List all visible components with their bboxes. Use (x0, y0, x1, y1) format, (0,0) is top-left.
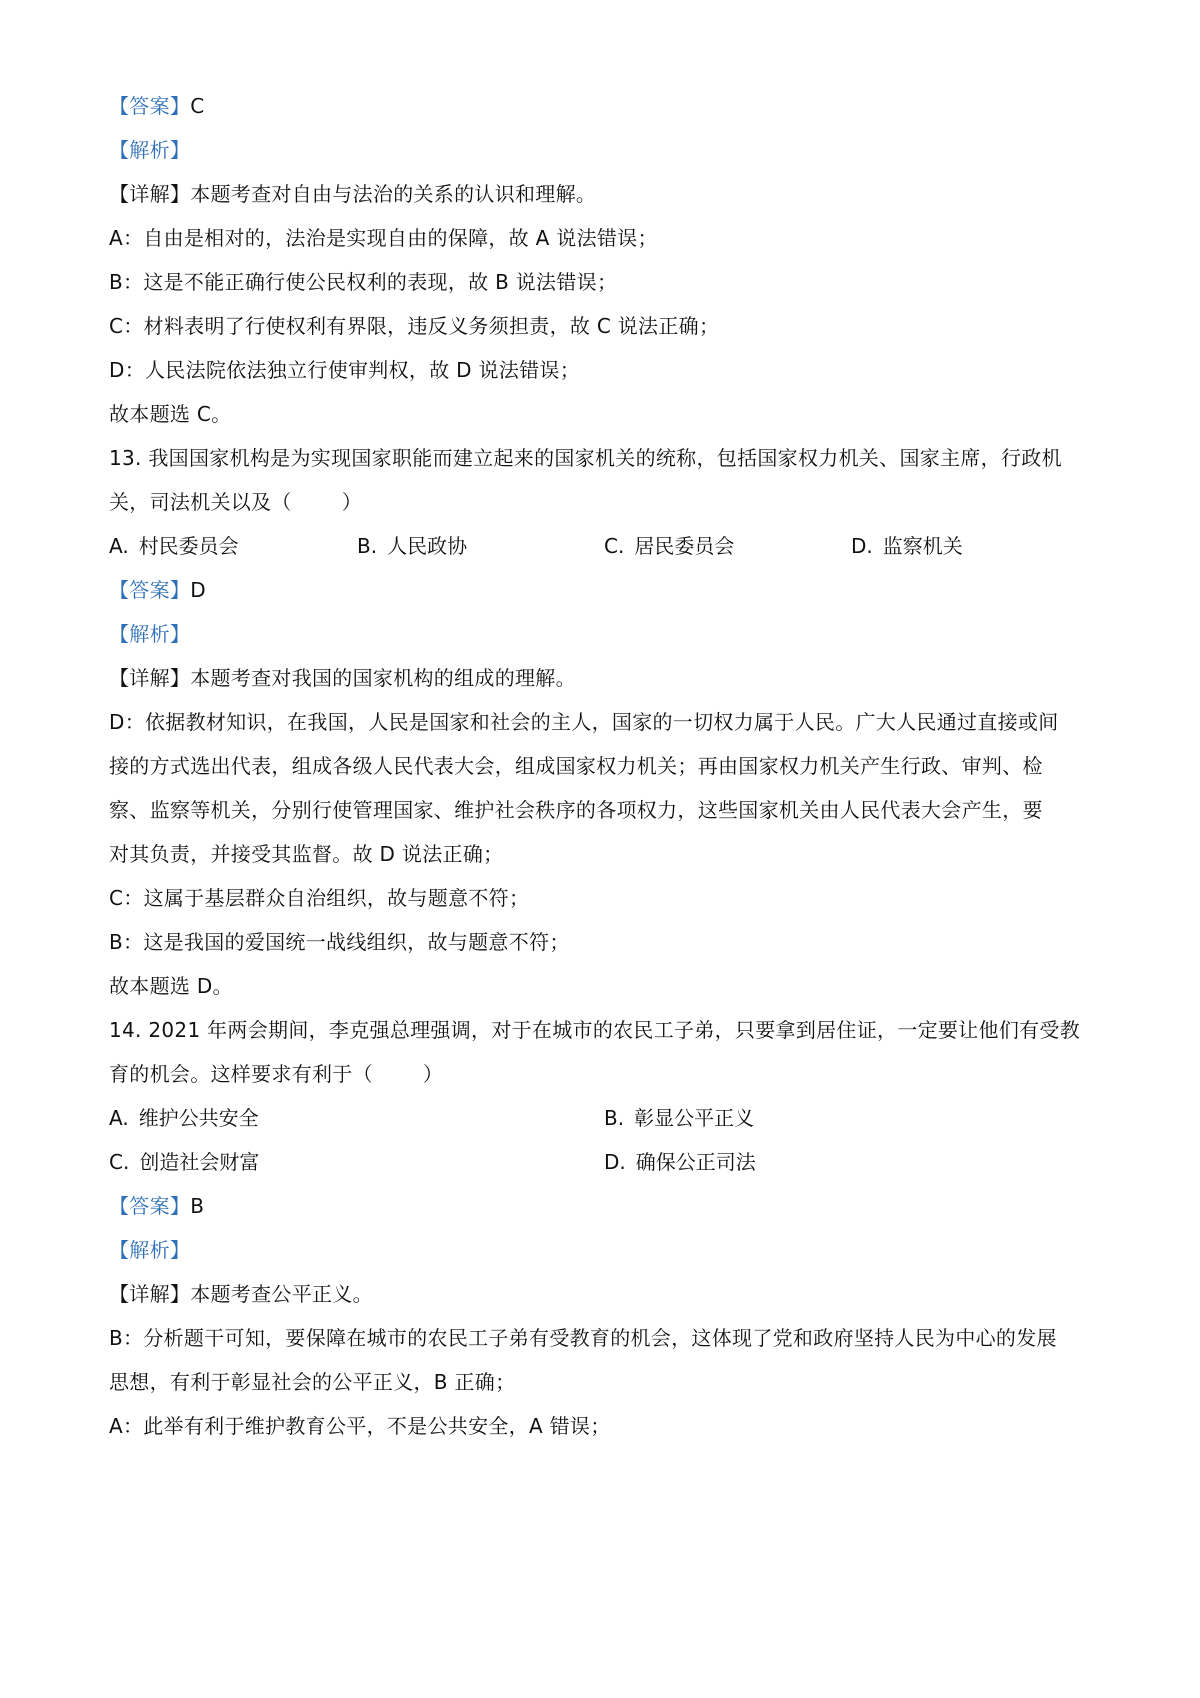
q12-answer-line (109, 92, 1094, 120)
detail-tag: 【详解】 (109, 666, 191, 690)
q13-line-1: D：依据教材知识，在我国，人民是国家和社会的主人，国家的一切权力属于人民。广大人民通过直接或间 (109, 710, 1059, 734)
q14-detail: 本题考查公平正义。 (190, 1282, 373, 1306)
q12-detail-line (109, 180, 1094, 208)
detail-tag: 【详解】 (109, 182, 191, 206)
q14-option-c: C. 创造社会财富 (109, 1150, 260, 1174)
q13-analysis-tag: 【解析】 (109, 622, 191, 646)
q13-answer-line (109, 576, 1094, 604)
q13-option-d: D. 监察机关 (851, 534, 963, 558)
q12-line-2: B：这是不能正确行使公民权利的表现，故 B 说法错误； (109, 270, 618, 294)
q13-option-c: C. 居民委员会 (604, 534, 735, 558)
q13-option-b: B. 人民政协 (357, 534, 468, 558)
q14-stem-text: 育的机会。这样要求有利于（ (109, 1062, 373, 1086)
q14-stem-paren-close: ） (422, 1062, 444, 1086)
q13-stem-line-1: 13. 我国国家机构是为实现国家职能而建立起来的国家机关的统称，包括国家权力机关、国家主席，行政机 (109, 446, 1062, 470)
q13-line-2: 接的方式选出代表，组成各级人民代表大会，组成国家权力机关；再由国家权力机关产生行政、审判、检 (109, 754, 1043, 778)
q12-answer: C (190, 94, 205, 118)
q14-line-3: A：此举有利于维护教育公平，不是公共安全，A 错误； (109, 1414, 611, 1438)
q12-analysis-tag: 【解析】 (109, 138, 191, 162)
detail-tag: 【详解】 (109, 1282, 191, 1306)
q13-line-5: C：这属于基层群众自治组织，故与题意不符； (109, 886, 530, 910)
q14-answer: B (190, 1194, 205, 1218)
q14-option-b: B. 彰显公平正义 (604, 1106, 755, 1130)
q14-option-a: A. 维护公共安全 (109, 1106, 259, 1130)
q12-line-3: C：材料表明了行使权利有界限，违反义务须担责，故 C 说法正确； (109, 314, 720, 338)
q14-stem-line-1: 14. 2021 年两会期间，李克强总理强调，对于在城市的农民工子弟，只要拿到居住证，一定要让他们有受教 (109, 1018, 1081, 1042)
q12-conclusion: 故本题选 C。 (109, 402, 232, 426)
q13-conclusion: 故本题选 D。 (109, 974, 233, 998)
q12-line-4: D：人民法院依法独立行使审判权，故 D 说法错误； (109, 358, 581, 382)
q13-option-a: A. 村民委员会 (109, 534, 239, 558)
q14-answer-line (109, 1192, 1094, 1220)
q13-stem-text: 关，司法机关以及（ (109, 490, 292, 514)
q14-analysis-tag: 【解析】 (109, 1238, 191, 1262)
q13-stem-paren-close: ） (341, 490, 363, 514)
q13-line-6: B：这是我国的爱国统一战线组织，故与题意不符； (109, 930, 570, 954)
q14-line-1: B：分析题干可知，要保障在城市的农民工子弟有受教育的机会，这体现了党和政府坚持人民为中心的发展 (109, 1326, 1057, 1350)
q13-detail-line (109, 664, 1094, 692)
q13-detail: 本题考查对我国的国家机构的组成的理解。 (190, 666, 576, 690)
q12-line-1: A：自由是相对的，法治是实现自由的保障，故 A 说法错误； (109, 226, 658, 250)
answer-tag: 【答案】 (109, 94, 191, 118)
q14-line-2: 思想，有利于彰显社会的公平正义，B 正确； (109, 1370, 516, 1394)
q13-line-4: 对其负责，并接受其监督。故 D 说法正确； (109, 842, 504, 866)
answer-tag: 【答案】 (109, 578, 191, 602)
q14-detail-line (109, 1280, 1094, 1308)
q14-stem-line-2 (109, 1060, 1094, 1088)
q13-line-3: 察、监察等机关，分别行使管理国家、维护社会秩序的各项权力，这些国家机关由人民代表大会产生，要 (109, 798, 1043, 822)
q13-answer: D (190, 578, 206, 602)
q14-option-d: D. 确保公正司法 (604, 1150, 756, 1174)
q12-detail: 本题考查对自由与法治的关系的认识和理解。 (190, 182, 597, 206)
answer-tag: 【答案】 (109, 1194, 191, 1218)
q13-stem-line-2 (109, 488, 1094, 516)
